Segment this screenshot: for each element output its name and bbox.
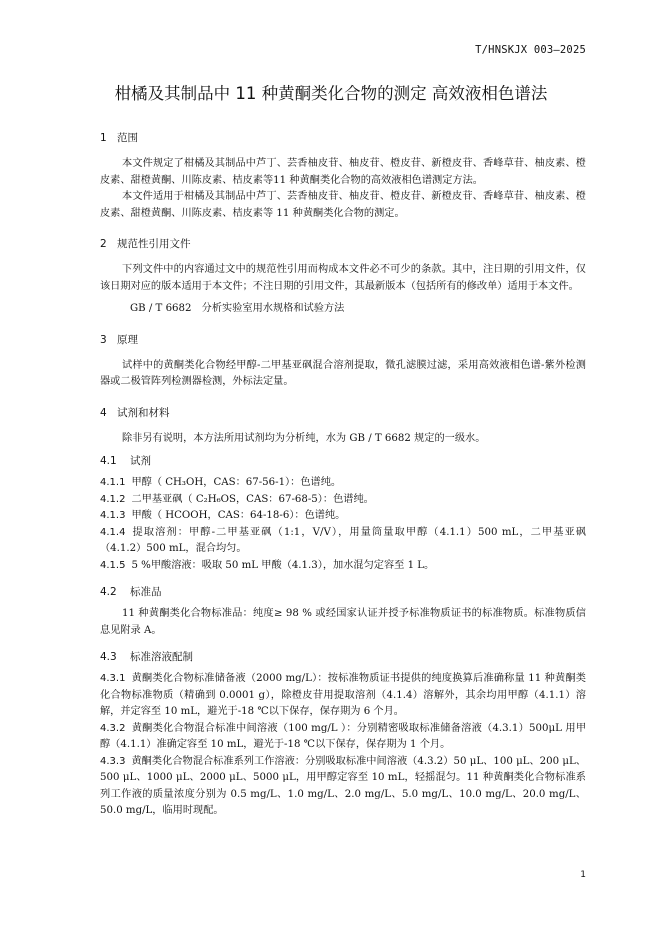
subsection-heading-reagents — [100, 453, 586, 469]
paragraph: 本文件规定了柑橘及其制品中芦丁、芸香柚皮苷、柚皮苷、橙皮苷、新橙皮苷、香峰草苷、柚皮素、橙皮素、甜橙黄酮、川陈皮素、桔皮素等11 种黄酮类化合物的高效液相色谱测定方法。 — [100, 158, 586, 186]
document-code: T/HNSKJX 003—2025 — [475, 44, 586, 56]
item-number: 4.3.2 — [100, 722, 126, 734]
item-text: 二甲基亚砜（ C₂H₆OS，CAS：67-68-5）：色谱纯。 — [131, 493, 374, 505]
section-title: 范围 — [117, 132, 138, 144]
section-number: 4 — [100, 406, 107, 419]
page-number: 1 — [580, 870, 586, 880]
section-number: 1 — [100, 132, 107, 144]
list-item — [100, 671, 586, 721]
paragraph: 11 种黄酮类化合物标准品：纯度≥ 98 % 或经国家认证并授予标准物质证书的标准物质。标准物质信息见附录 A。 — [100, 608, 586, 636]
paragraph: 试样中的黄酮类化合物经甲醇-二甲基亚砜混合溶剂提取，微孔滤膜过滤，采用高效液相色谱-紫外检测器或二极管阵列检测器检测，外标法定量。 — [100, 359, 586, 387]
section-heading-normative-references — [100, 236, 586, 252]
item-number: 4.3.1 — [100, 673, 126, 684]
list-item — [100, 721, 586, 754]
item-number: 4.1.4 — [100, 526, 126, 538]
item-number: 4.1.1 — [100, 477, 126, 488]
section-title: 规范性引用文件 — [117, 238, 191, 250]
section-title: 试剂和材料 — [117, 406, 170, 419]
section-number: 3 — [100, 333, 107, 346]
list-item — [100, 558, 586, 575]
item-number: 4.3.3 — [100, 755, 126, 767]
subsection-number: 4.1 — [100, 455, 117, 467]
subsection-title: 试剂 — [130, 455, 151, 467]
section-title: 原理 — [117, 333, 138, 346]
item-text: 黄酮类化合物混合标准中间溶液（100 mg/L ）：分别精密吸取标准储备溶液（4.3.1）500μL 用甲醇（4.1.1）准确定容至 10 mL，避光于-18 ℃以下保存，保存期为 1 个月。 — [100, 722, 587, 750]
item-number: 4.1.3 — [100, 510, 126, 521]
subsection-number: 4.2 — [100, 586, 117, 598]
item-number: 4.1.5 — [100, 559, 126, 571]
list-item — [100, 508, 586, 525]
item-number: 4.1.2 — [100, 493, 126, 505]
reference-item: GB / T 6682 分析实验室用水规格和试验方法 — [130, 303, 345, 314]
list-item — [100, 525, 586, 558]
list-item — [100, 475, 586, 492]
list-item — [100, 492, 586, 509]
item-text: 甲醇（ CH₃OH，CAS：67-56-1）：色谱纯。 — [131, 477, 342, 488]
item-text: 提取溶剂：甲醇-二甲基亚砜（1:1，V/V），用量筒量取甲醇（4.1.1）500 mL，二甲基亚砜（4.1.2）500 mL，混合均匀。 — [100, 526, 586, 554]
subsection-heading-standards — [100, 584, 586, 600]
section-heading-scope — [100, 130, 586, 146]
paragraph: 本文件适用于柑橘及其制品中芦丁、芸香柚皮苷、柚皮苷、橙皮苷、新橙皮苷、香峰草苷、柚皮素、橙皮素、甜橙黄酮、川陈皮素、桔皮素等 11 种黄酮类化合物的测定。 — [100, 191, 586, 219]
item-text: 黄酮类化合物混合标准系列工作溶液：分别吸取标准中间溶液（4.3.2）50 μL、100 μL、200 μL、500 μL、1000 μL、2000 μL、5000 μL，用甲醇定容至 10 mL，轻摇混匀。11 种黄酮类化合物标准系列工作液的质量浓度分别为 0.5 mg/L、1.0 mg/L、2.0 mg/L、5.0 mg/L、10.0 mg/L、20.0 mg/L、50.0 mg/L，临用时现配。 — [100, 755, 586, 816]
paragraph: 下列文件中的内容通过文中的规范性引用而构成本文件必不可少的条款。其中，注日期的引用文件，仅该日期对应的版本适用于本文件；不注日期的引用文件，其最新版本（包括所有的修改单）适用于本文件。 — [100, 264, 586, 292]
section-heading-principle — [100, 332, 586, 348]
section-heading-reagents — [100, 405, 586, 421]
subsection-heading-standard-solutions — [100, 649, 586, 665]
paragraph: 除非另有说明，本方法所用试剂均为分析纯，水为 GB / T 6682 规定的一级水。 — [122, 432, 486, 444]
item-text: 黄酮类化合物标准储备液（2000 mg/L）：按标准物质证书提供的纯度换算后准确称量 11 种黄酮类化合物标准物质（精确到 0.0001 g），除橙皮苷用提取溶剂（4.1.4）溶解外，其余均用甲醇（4.1.1）溶解，并定容至 10 mL，避光于-18 ℃以下保存，保存期为 6 个月。 — [100, 673, 586, 717]
item-text: 甲酸（ HCOOH，CAS：64-18-6）：色谱纯。 — [131, 510, 346, 521]
item-text: 5 %甲酸溶液：吸取 50 mL 甲酸（4.1.3），加水混匀定容至 1 L。 — [131, 559, 435, 571]
section-number: 2 — [100, 238, 107, 250]
subsection-title: 标准溶液配制 — [130, 651, 193, 663]
document-title: 柑橘及其制品中 11 种黄酮类化合物的测定 高效液相色谱法 — [114, 84, 548, 103]
list-item — [100, 754, 586, 820]
subsection-number: 4.3 — [100, 651, 117, 663]
subsection-title: 标准品 — [130, 586, 162, 598]
document-body — [100, 130, 586, 820]
